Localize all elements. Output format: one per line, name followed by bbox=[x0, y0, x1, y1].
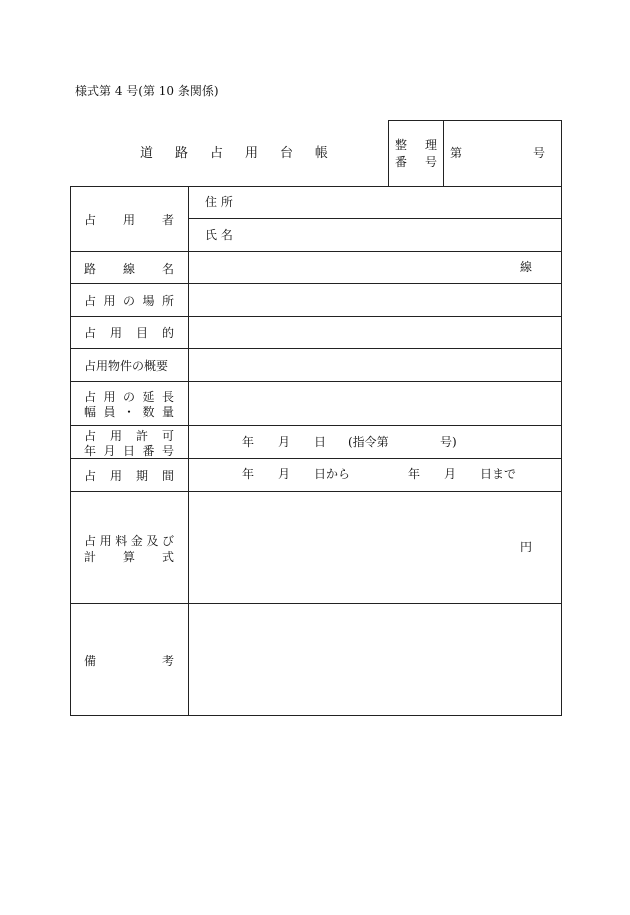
divider bbox=[70, 251, 562, 252]
kikan-label: 占 用 期 間 bbox=[84, 469, 174, 483]
divider bbox=[70, 381, 562, 382]
name-label: 氏 名 bbox=[205, 228, 233, 242]
page-title: 道 路 占 用 台 帳 bbox=[140, 146, 328, 161]
kyoka-shirei: (指令第 bbox=[348, 435, 389, 449]
address-label: 住 所 bbox=[205, 195, 233, 209]
kikan-year-start: 年 bbox=[242, 467, 255, 481]
yen-suffix: 円 bbox=[520, 540, 533, 554]
keisanshiki-label: 計 算 式 bbox=[84, 550, 174, 564]
gaiyo-label: 占用物件の概要 bbox=[84, 359, 169, 373]
divider bbox=[443, 120, 444, 187]
number-go: 号 bbox=[533, 146, 546, 160]
route-suffix: 線 bbox=[520, 260, 533, 274]
form-id: 様式第 4 号(第 10 条関係) bbox=[75, 84, 219, 98]
kyoka-year: 年 bbox=[242, 435, 255, 449]
kyoka-go: 号) bbox=[440, 435, 457, 449]
kikan-day-start: 日から bbox=[314, 467, 351, 481]
kikan-year-end: 年 bbox=[408, 467, 421, 481]
kyoka-day: 日 bbox=[314, 435, 327, 449]
seiri-label: 整 理 bbox=[395, 138, 437, 152]
ryokin-label: 占 用 料 金 及 び bbox=[84, 534, 174, 548]
divider bbox=[70, 316, 562, 317]
divider bbox=[188, 218, 562, 219]
biko-label: 備 考 bbox=[84, 654, 174, 668]
divider bbox=[70, 348, 562, 349]
kikan-month-start: 月 bbox=[278, 467, 291, 481]
kyoka-label: 占 用 許 可 bbox=[84, 429, 174, 443]
kikan-day-end: 日まで bbox=[480, 467, 517, 481]
encho-label: 占 用 の 延 長 bbox=[84, 390, 174, 404]
rosenmei-label: 路 線 名 bbox=[84, 262, 174, 276]
kikan-month-end: 月 bbox=[444, 467, 457, 481]
divider bbox=[70, 283, 562, 284]
kyoka-number-label: 年 月 日 番 号 bbox=[84, 444, 174, 458]
divider bbox=[70, 425, 562, 426]
number-dai: 第 bbox=[450, 146, 463, 160]
divider bbox=[70, 491, 562, 492]
mokuteki-label: 占 用 目 的 bbox=[84, 326, 174, 340]
bango-label: 番 号 bbox=[395, 155, 437, 169]
label-column-divider bbox=[188, 186, 189, 716]
senyosha-label: 占 用 者 bbox=[84, 213, 174, 227]
basho-label: 占 用 の 場 所 bbox=[84, 294, 174, 308]
divider bbox=[70, 603, 562, 604]
fukuin-label: 幅 員 ・ 数 量 bbox=[84, 405, 174, 419]
kyoka-month: 月 bbox=[278, 435, 291, 449]
